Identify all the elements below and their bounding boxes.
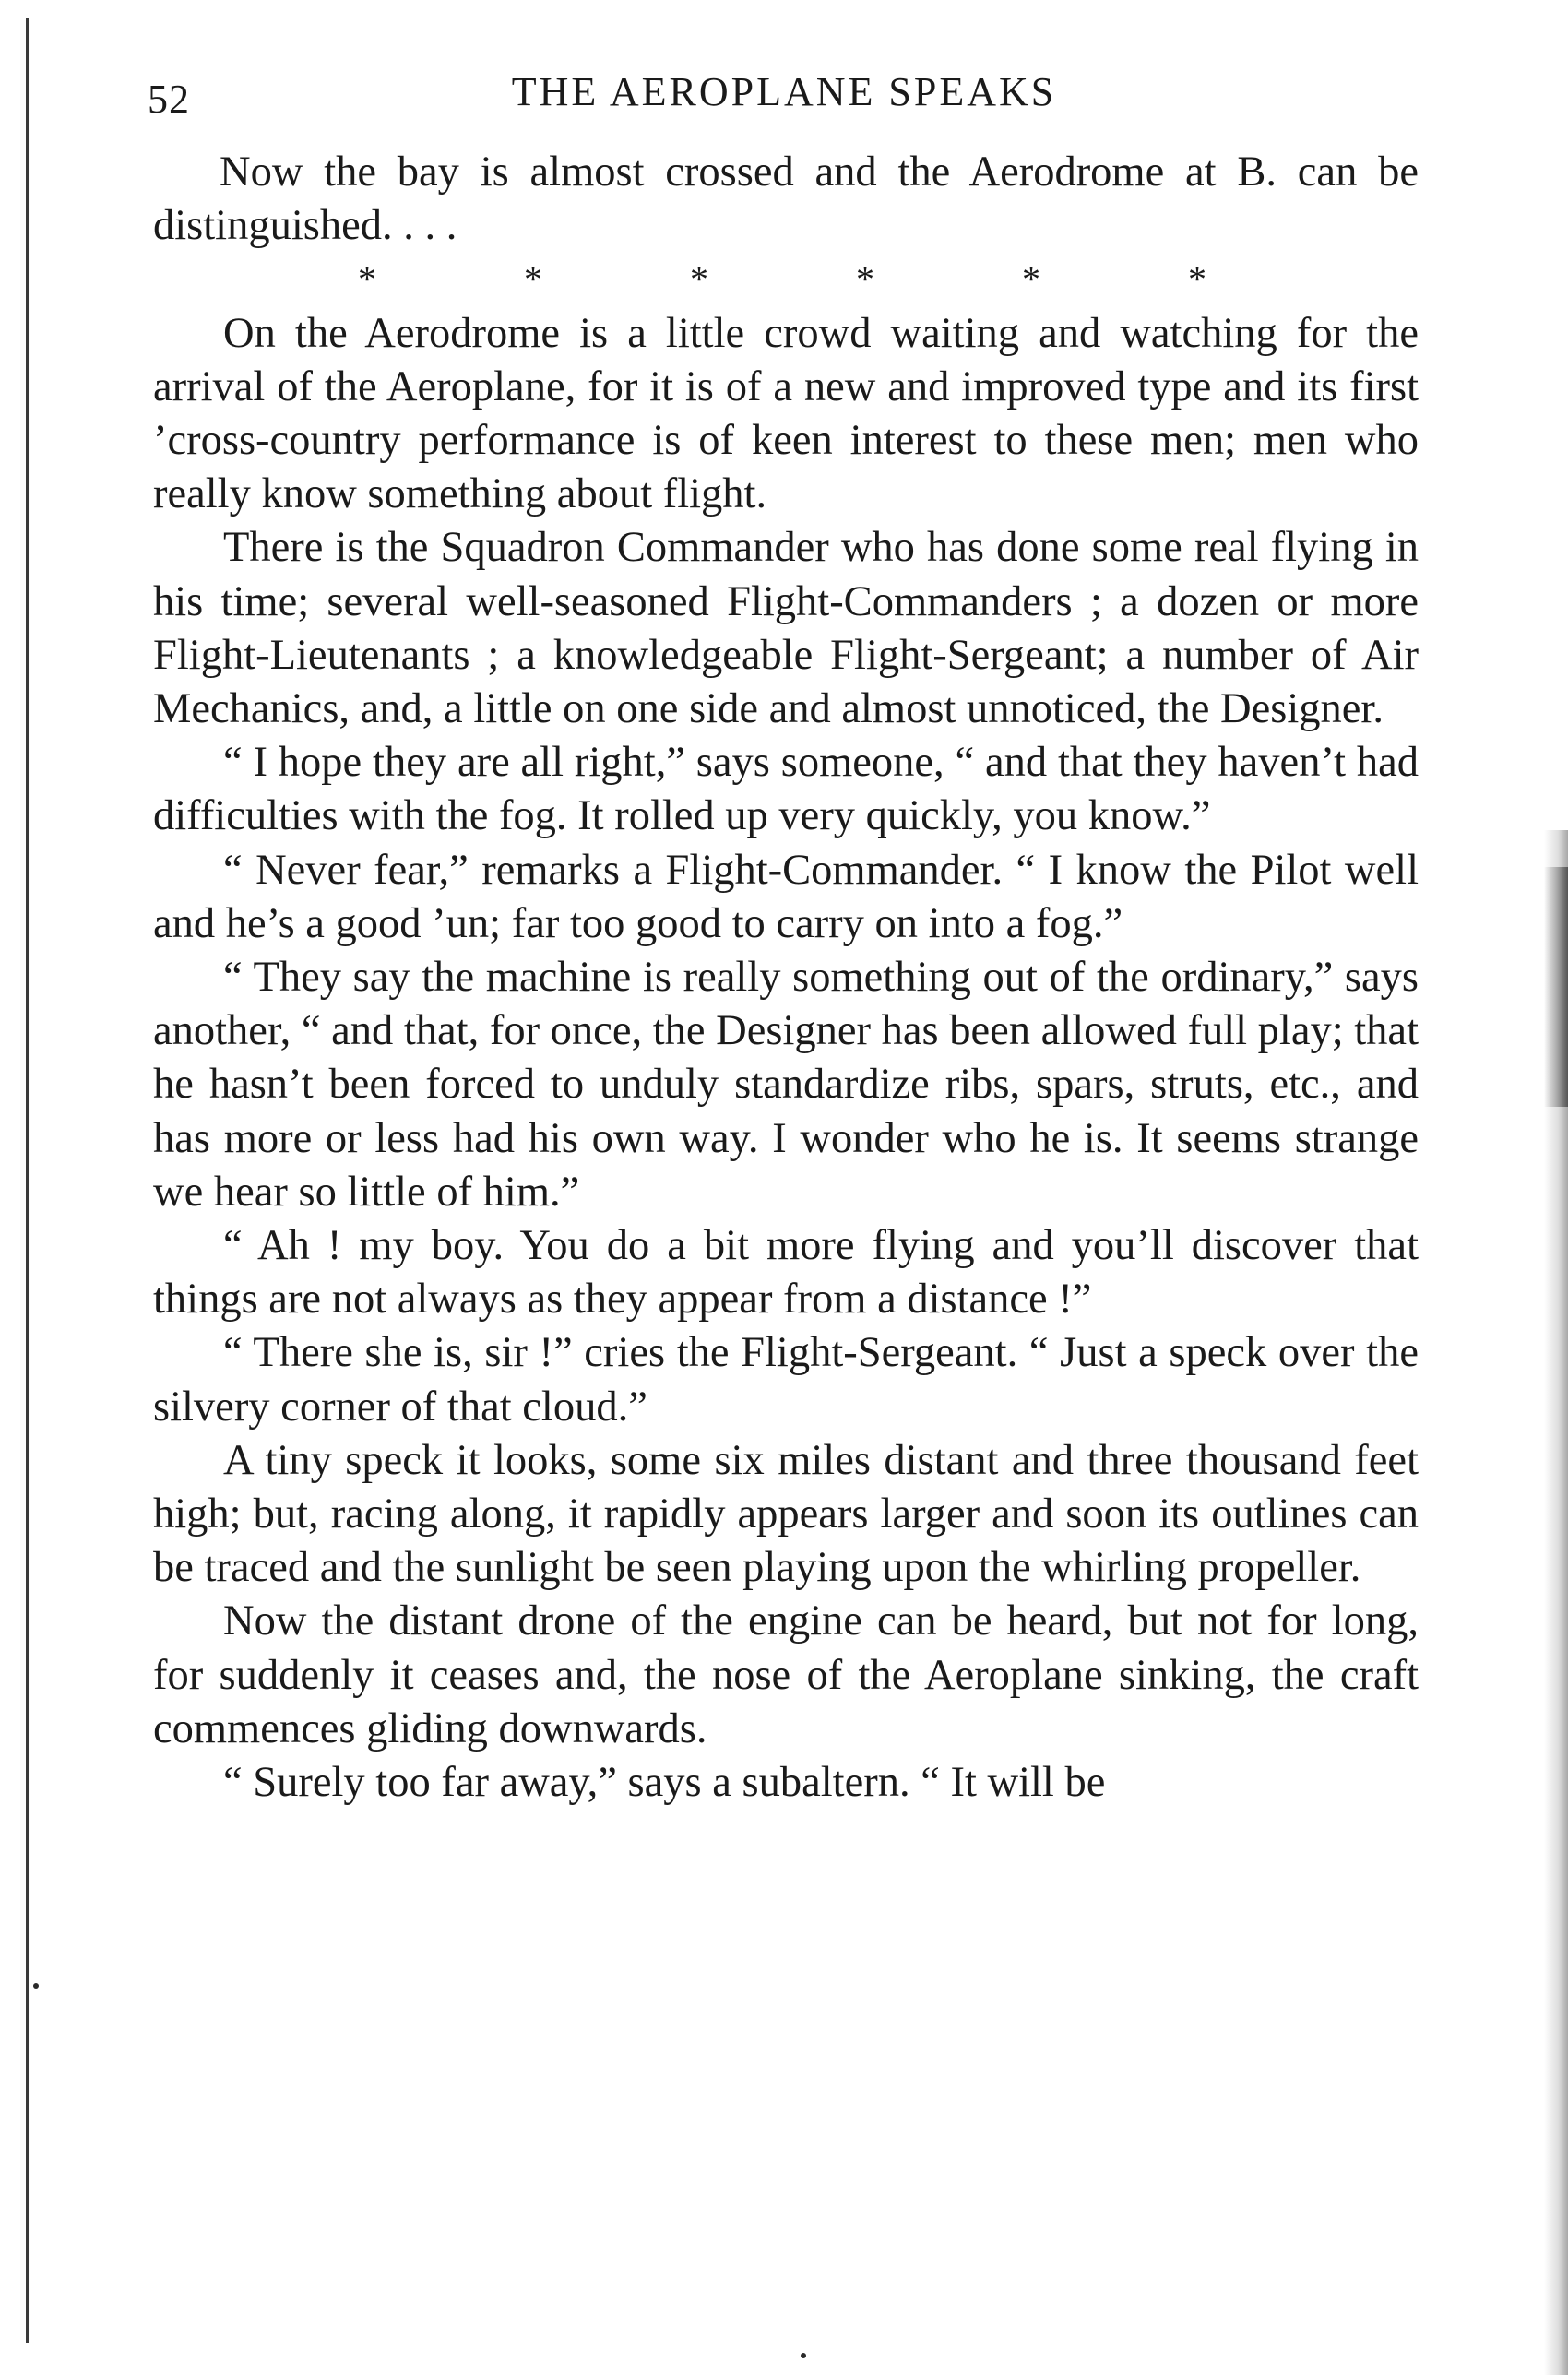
page-edge-shadow-dark (1544, 867, 1568, 1107)
paragraph: “ They say the machine is really something out of the ordinary,” says another, “ and that, for once, the Designer has been allowed full play; that he hasn’t been forced to unduly standardize ribs, spars, struts, etc., and has more or less had his own way. I wonder who he is. It seems strange we hear so little of him.” (153, 954, 1419, 1216)
paragraph: On the Aerodrome is a little crowd waiting and watching for the arrival of the Aeroplane, for it is of a new and improved type and its first ’cross-country performance is of keen interest to these men; men who really know something about flight. (153, 309, 1419, 518)
paragraph: “ Never fear,” remarks a Flight-Commander. “ I know the Pilot well and he’s a good ’un; far too good to carry on into a fog.” (153, 846, 1419, 947)
asterisk: * (1022, 258, 1040, 301)
paragraph: A tiny speck it looks, some six miles distant and three thousand feet high; but, racing along, it rapidly appears larger and soon its outlines can be traced and the sunlight be seen playing upon the whirling propeller. (153, 1436, 1419, 1592)
asterisk: * (358, 258, 376, 301)
ink-speck (33, 1983, 39, 1989)
paragraph: There is the Squadron Commander who has done some real flying in his time; several well-seasoned Flight-Commanders ; a dozen or more Flight-Lieutenants ; a knowledgeable Flight-Sergeant; a number of Air Mechanics, and, a little on one side and almost unnoticed, the Designer. (153, 524, 1419, 733)
asterisk: * (1188, 258, 1206, 301)
paragraph: “ Ah ! my boy. You do a bit more flying and you’ll discover that things are not always as they appear from a distance !” (153, 1222, 1419, 1324)
paragraph: Now the distant drone of the engine can be heard, but not for long, for suddenly it ceases and, the nose of the Aeroplane sinking, the craft commences gliding downwards. (153, 1597, 1419, 1752)
ink-speck (801, 2353, 806, 2358)
asterisk: * (856, 258, 874, 301)
body-text (153, 146, 1419, 1810)
paragraph: “ Surely too far away,” says a subaltern. “ It will be (223, 1759, 1106, 1807)
section-separator (153, 253, 1419, 306)
asterisk: * (690, 258, 708, 301)
binding-edge-line (26, 18, 29, 2343)
paragraph: “ There she is, sir !” cries the Flight-Sergeant. “ Just a speck over the silvery corner of that cloud.” (153, 1329, 1419, 1431)
running-title: THE AEROPLANE SPEAKS (511, 69, 1057, 114)
paragraph: Now the bay is almost crossed and the Aerodrome at B. can be distinguished. . . . (153, 148, 1419, 250)
running-head (148, 68, 1420, 124)
asterisk: * (524, 258, 542, 301)
paragraph: “ I hope they are all right,” says someone, “ and that they haven’t had difficulties with the fog. It rolled up very quickly, you know.” (153, 739, 1419, 840)
page-number: 52 (148, 77, 190, 122)
